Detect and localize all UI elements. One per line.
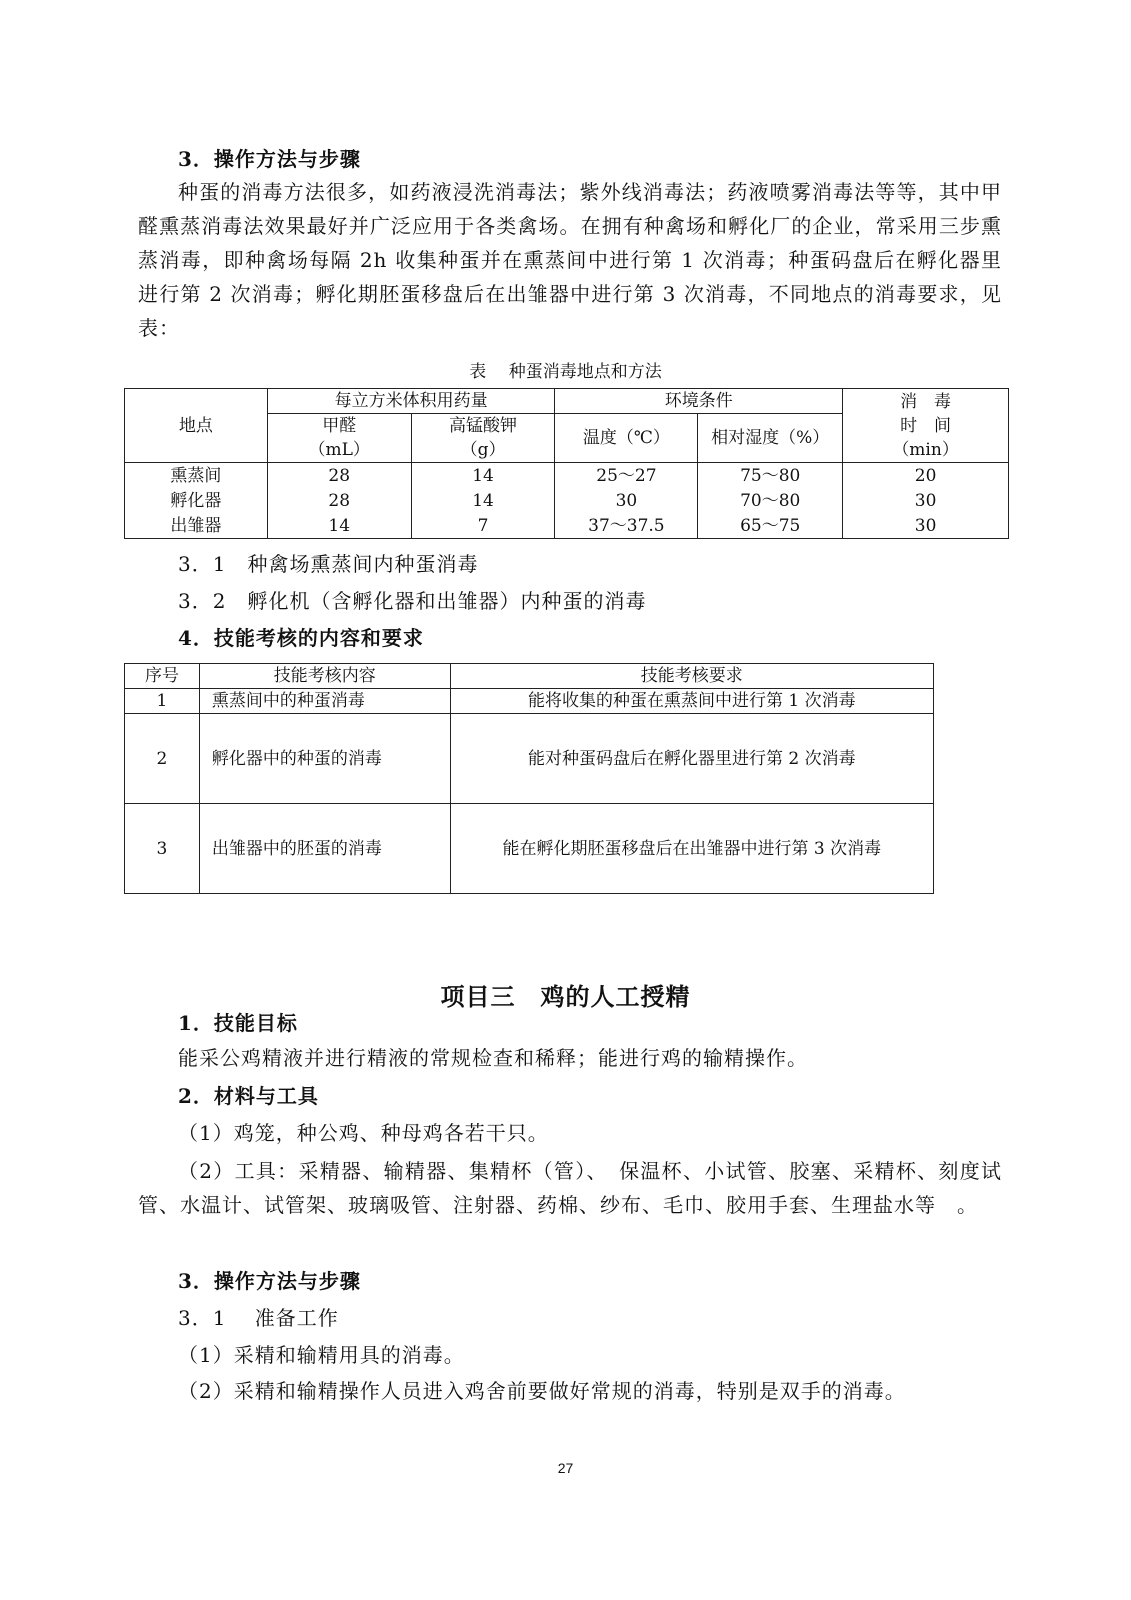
section-heading-methods: 3．操作方法与步骤 bbox=[178, 147, 361, 171]
table-row bbox=[125, 513, 1009, 539]
steps-heading: 3．操作方法与步骤 bbox=[178, 1269, 361, 1293]
prep-item: （1）采精和输精用具的消毒。 bbox=[178, 1343, 465, 1367]
header-cell bbox=[411, 414, 555, 463]
table-cell: 7 bbox=[411, 513, 555, 539]
subsection-heading: 3．2 孵化机（含孵化器和出雏器）内种蛋的消毒 bbox=[178, 589, 647, 613]
table-cell: 20 bbox=[843, 463, 1009, 489]
table-row bbox=[125, 714, 934, 804]
table-cell: 70～80 bbox=[698, 488, 843, 513]
table-row bbox=[125, 689, 934, 714]
section-heading-assessment: 4．技能考核的内容和要求 bbox=[178, 626, 424, 650]
table-cell: 孵化器 bbox=[125, 488, 268, 513]
header-cell: 相对湿度（%） bbox=[698, 414, 843, 463]
table-cell: 28 bbox=[267, 463, 411, 489]
table-cell: 1 bbox=[125, 689, 200, 714]
header-time-line: （min） bbox=[892, 439, 959, 460]
header-cell-line: 甲醛 bbox=[322, 416, 357, 436]
table-cell: 出雏器中的胚蛋的消毒 bbox=[199, 804, 450, 894]
table-cell: 30 bbox=[555, 488, 698, 513]
table-cell: 37～37.5 bbox=[555, 513, 698, 539]
header-time-line: 时 间 bbox=[900, 415, 952, 436]
materials-item: （1）鸡笼，种公鸡、种母鸡各若干只。 bbox=[178, 1121, 549, 1145]
table-cell: 2 bbox=[125, 714, 200, 804]
table-cell: 30 bbox=[843, 513, 1009, 539]
table-cell: 14 bbox=[267, 513, 411, 539]
prep-item: （2）采精和输精操作人员进入鸡舍前要做好常规的消毒，特别是双手的消毒。 bbox=[178, 1379, 906, 1403]
goal-heading: 1．技能目标 bbox=[178, 1011, 298, 1035]
header-cell-line: 高锰酸钾 bbox=[449, 416, 518, 436]
table-header-row bbox=[125, 389, 1009, 414]
table-cell: 熏蒸间 bbox=[125, 463, 268, 489]
table-row bbox=[125, 488, 1009, 513]
table-cell: 75～80 bbox=[698, 463, 843, 489]
project-title: 项目三 鸡的人工授精 bbox=[440, 982, 691, 1011]
table-cell: 出雏器 bbox=[125, 513, 268, 539]
table-cell: 熏蒸间中的种蛋消毒 bbox=[199, 689, 450, 714]
methods-paragraph: 种蛋的消毒方法很多，如药液浸洗消毒法；紫外线消毒法；药液喷雾消毒法等等，其中甲醛熏蒸消毒法效果最好并广泛应用于各类禽场。在拥有种禽场和孵化厂的企业，常采用三步熏蒸消毒，即种禽场每隔 2h 收集种蛋并在熏蒸间中进行第 1 次消毒；种蛋码盘后在孵化器里进行第 2 次消毒；孵化期胚蛋移盘后在出雏器中进行第 3 次消毒，不同地点的消毒要求，见表： bbox=[138, 180, 1002, 340]
header-cell-line: （g） bbox=[460, 440, 506, 460]
assessment-table bbox=[124, 663, 934, 894]
table-cell: 能将收集的种蛋在熏蒸间中进行第 1 次消毒 bbox=[450, 689, 933, 714]
header-cell: 温度（℃） bbox=[555, 414, 698, 463]
table-cell: 28 bbox=[267, 488, 411, 513]
table-cell: 能对种蛋码盘后在孵化器里进行第 2 次消毒 bbox=[450, 714, 933, 804]
table-cell: 25～27 bbox=[555, 463, 698, 489]
materials-heading: 2．材料与工具 bbox=[178, 1084, 319, 1108]
table-caption: 表 种蛋消毒地点和方法 bbox=[469, 362, 662, 382]
disinfection-table bbox=[124, 388, 1009, 539]
table-cell: 14 bbox=[411, 463, 555, 489]
prep-heading: 3．1 准备工作 bbox=[178, 1306, 339, 1330]
table-cell: 65～75 bbox=[698, 513, 843, 539]
header-cell: 每立方米体积用药量 bbox=[267, 389, 555, 414]
header-cell: 地点 bbox=[125, 389, 268, 463]
table-row bbox=[125, 804, 934, 894]
table-cell: 14 bbox=[411, 488, 555, 513]
page-number: 27 bbox=[557, 1460, 574, 1476]
header-cell bbox=[267, 414, 411, 463]
header-cell-line: （mL） bbox=[308, 440, 370, 460]
header-cell: 序号 bbox=[125, 664, 200, 689]
table-cell: 3 bbox=[125, 804, 200, 894]
header-cell bbox=[843, 389, 1009, 463]
header-cell: 环境条件 bbox=[555, 389, 843, 414]
header-cell: 技能考核要求 bbox=[450, 664, 933, 689]
table-cell: 孵化器中的种蛋的消毒 bbox=[199, 714, 450, 804]
table-cell: 30 bbox=[843, 488, 1009, 513]
subsection-heading: 3．1 种禽场熏蒸间内种蛋消毒 bbox=[178, 552, 479, 576]
header-time-line: 消 毒 bbox=[900, 391, 952, 412]
materials-tools-paragraph: （2）工具：采精器、输精器、集精杯（管）、 保温杯、小试管、胶塞、采精杯、刻度试管、水温计、试管架、玻璃吸管、注射器、药棉、纱布、毛巾、胶用手套、生理盐水等 。 bbox=[138, 1159, 1002, 1217]
table-header-row bbox=[125, 664, 934, 689]
table-row bbox=[125, 463, 1009, 489]
goal-text: 能采公鸡精液并进行精液的常规检查和稀释；能进行鸡的输精操作。 bbox=[178, 1046, 808, 1070]
table-cell: 能在孵化期胚蛋移盘后在出雏器中进行第 3 次消毒 bbox=[450, 804, 933, 894]
header-cell: 技能考核内容 bbox=[199, 664, 450, 689]
